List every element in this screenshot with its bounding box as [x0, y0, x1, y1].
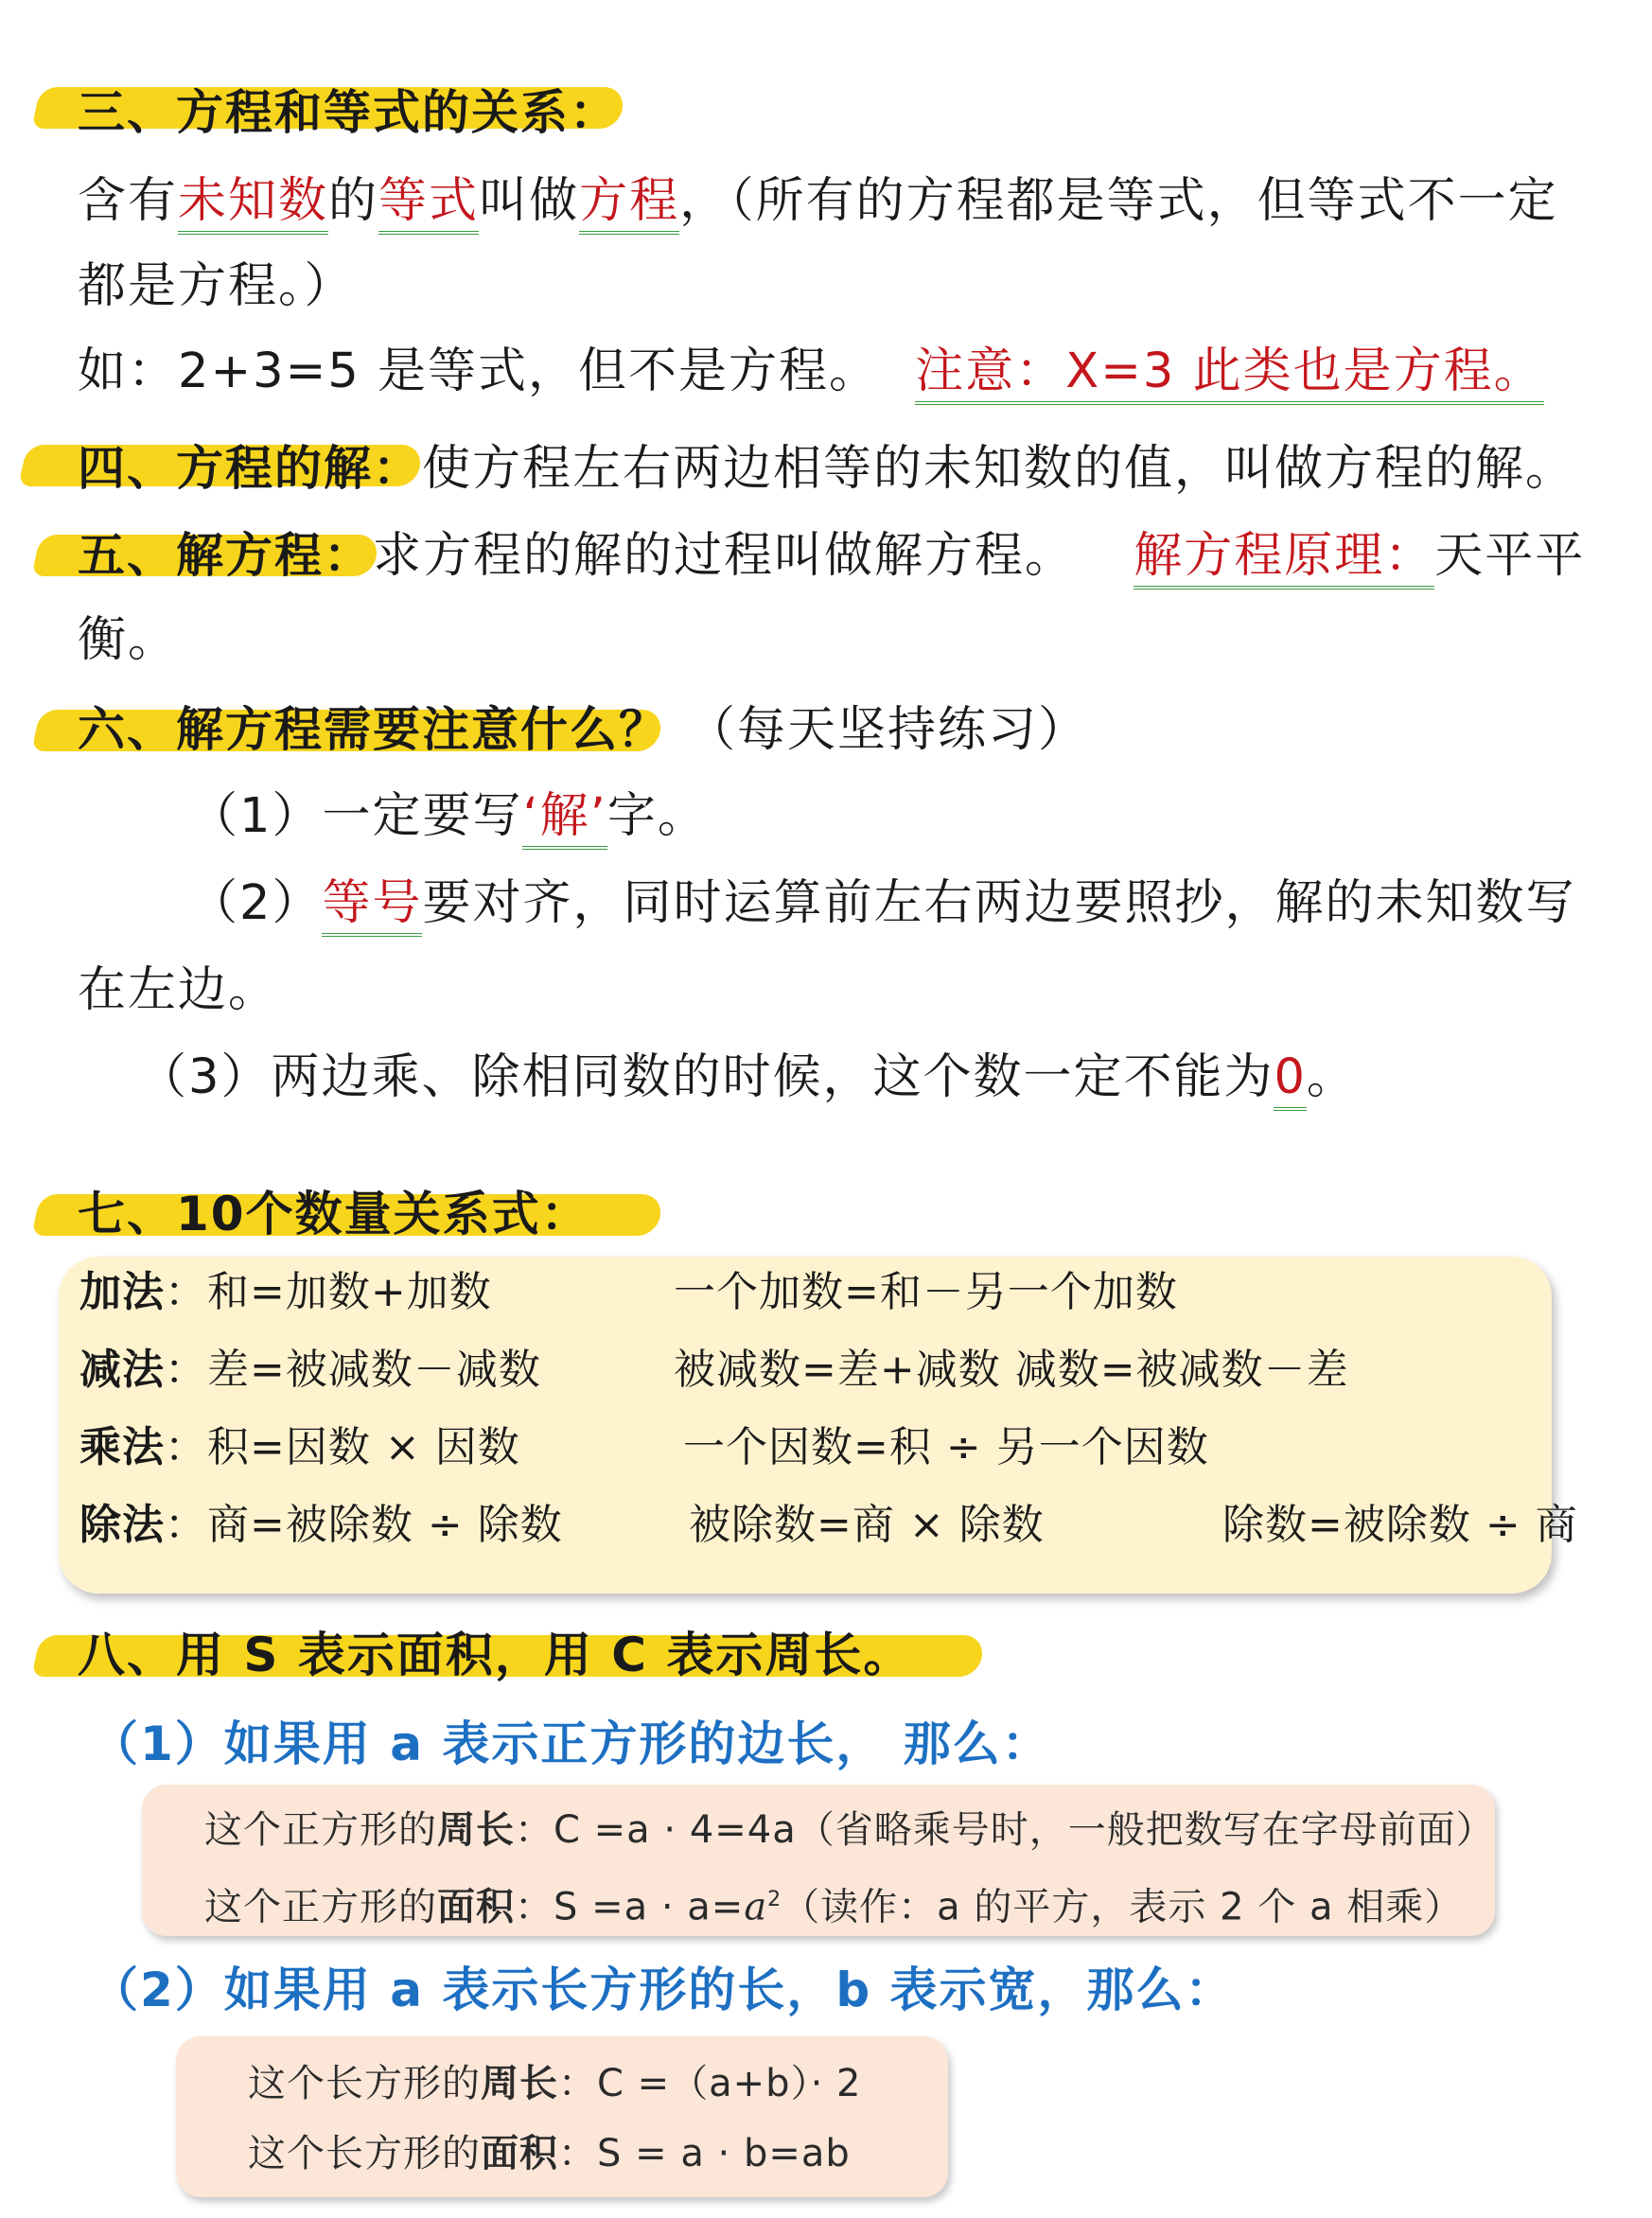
s6-item-2: [189, 871, 1575, 937]
formula-row: [79, 1264, 492, 1321]
s3-line-1: [78, 168, 1558, 235]
principle-text: 天平平: [1434, 528, 1586, 584]
section-6-note: （每天坚持练习）: [687, 702, 1089, 758]
section-5-text-cont: 衡。: [78, 612, 179, 668]
formula-row: [79, 1497, 563, 1554]
formula-1: ：和=加数+加数: [165, 1268, 492, 1316]
term-area: 面积: [481, 2132, 558, 2175]
text: 的: [328, 173, 379, 229]
text: （2）: [189, 875, 323, 931]
example-text: 如：2+3=5 是等式，但不是方程。: [78, 343, 880, 399]
text: ，（所有的方程都是等式，但等式不一定: [679, 173, 1558, 229]
formula-row: [79, 1342, 541, 1399]
formula-row: [79, 1419, 520, 1476]
formula-1: ：差=被减数－减数: [165, 1346, 541, 1394]
formula-label: 乘法: [79, 1423, 165, 1471]
section-4-heading: 四、方程的解：: [78, 441, 422, 496]
formula-label: 减法: [79, 1346, 165, 1394]
variable-a: a: [744, 1885, 768, 1929]
s3-line-3: [78, 339, 1544, 405]
term-unknown: 未知数: [178, 173, 328, 235]
s6-item-1: [189, 783, 708, 850]
square-perimeter: [204, 1802, 1495, 1858]
term-area: 面积: [437, 1885, 515, 1929]
principle-label: 解方程原理：: [1134, 528, 1434, 590]
formula-2: 一个因数=积 ÷ 另一个因数: [683, 1423, 1209, 1471]
text: ：C =（a+b）· 2: [558, 2062, 862, 2105]
rectangle-area: [248, 2125, 851, 2182]
term-equation: 方程: [579, 173, 679, 235]
exponent: 2: [767, 1888, 782, 1911]
formula-1: ：积=因数 × 因数: [165, 1423, 520, 1471]
s3-line-2: 都是方程。）: [78, 258, 355, 314]
formula-3: 除数=被除数 ÷ 商: [1222, 1501, 1578, 1549]
text: （读作：a 的平方，表示 2 个 a 相乘）: [782, 1885, 1464, 1929]
section-6-heading: 六、解方程需要注意什么？: [78, 702, 668, 757]
formula-2: 被减数=差+减数 减数=被减数－差: [674, 1346, 1349, 1394]
text: （3）两边乘、除相同数的时候，这个数一定不能为: [138, 1049, 1274, 1105]
text: 这个正方形的: [204, 1885, 437, 1929]
text: ：S =a · a=: [515, 1885, 745, 1929]
text: 这个长方形的: [248, 2132, 481, 2175]
text: （1）一定要写: [189, 788, 523, 844]
square-area: [204, 1872, 1463, 1935]
text: 。: [1306, 1049, 1357, 1105]
text: 字。: [606, 788, 708, 844]
text: ：S = a · b=ab: [558, 2132, 851, 2175]
section-3-heading: 三、方程和等式的关系：: [78, 85, 619, 140]
term-perimeter: 周长: [437, 1808, 515, 1852]
section-5-text: 求方程的解的过程叫做解方程。: [373, 528, 1076, 584]
section-7-heading: 七、10个数量关系式：: [78, 1187, 590, 1241]
s6-item-3: [138, 1045, 1357, 1111]
term-jie: ‘解’: [522, 788, 606, 850]
formula-2: 一个加数=和－另一个加数: [674, 1268, 1178, 1316]
formula-2: 被除数=商 × 除数: [689, 1501, 1045, 1549]
term-perimeter: 周长: [481, 2062, 558, 2105]
text: 叫做: [479, 173, 580, 229]
text: 含有: [78, 173, 179, 229]
note-text: 注意：X=3 此类也是方程。: [915, 343, 1543, 405]
term-equation-equality: 等式: [378, 173, 479, 235]
section-8-heading: 八、用 S 表示面积，用 C 表示周长。: [78, 1628, 913, 1682]
text: 这个正方形的: [204, 1808, 437, 1852]
sub-heading-square: （1）如果用 a 表示正方形的边长， 那么：: [91, 1716, 1051, 1771]
term-equal-sign: 等号: [322, 875, 422, 937]
sub-heading-rectangle: （2）如果用 a 表示长方形的长，b 表示宽，那么：: [91, 1963, 1235, 2017]
text: ：C =a · 4=4a（省略乘号时，一般把数写在字母前面）: [515, 1808, 1495, 1852]
formula-label: 加法: [79, 1268, 165, 1316]
formula-1: ：商=被除数 ÷ 除数: [165, 1501, 563, 1549]
formula-label: 除法: [79, 1501, 165, 1549]
term-zero: 0: [1274, 1049, 1306, 1111]
section-4-text: 使方程左右两边相等的未知数的值，叫做方程的解。: [422, 441, 1576, 497]
rectangle-perimeter: [248, 2055, 861, 2112]
section-5-heading: 五、解方程：: [78, 528, 373, 583]
text: 这个长方形的: [248, 2062, 481, 2105]
s6-item-2-cont: 在左边。: [78, 962, 279, 1018]
text: 要对齐，同时运算前左右两边要照抄，解的未知数写: [422, 875, 1576, 931]
